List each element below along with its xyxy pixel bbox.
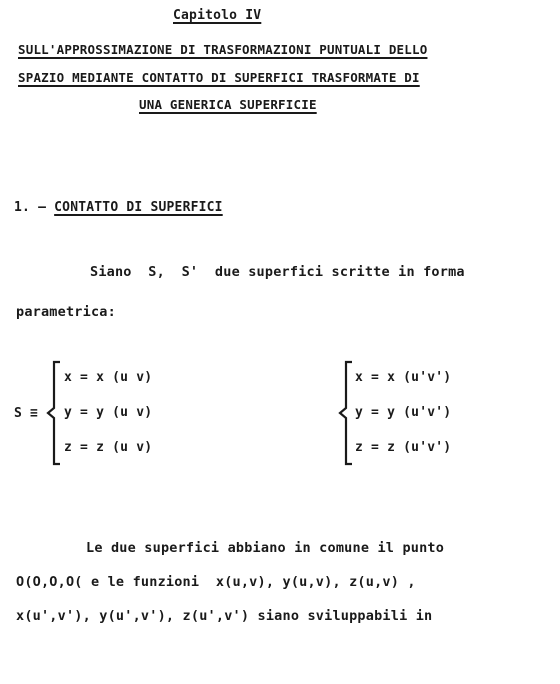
chapter-title-line-3: UNA GENERICA SUPERFICIE [139, 97, 317, 112]
chapter-title-line-2: SPAZIO MEDIANTE CONTATTO DI SUPERFICI TRASFORMATE DI [18, 70, 420, 85]
section-title: CONTATTO DI SUPERFICI [54, 200, 223, 215]
left-equation-y: y = y (u v) [64, 405, 153, 420]
section-heading [14, 200, 223, 215]
section-number: 1. – [14, 200, 55, 215]
left-equation-x: x = x (u v) [64, 370, 153, 385]
paragraph-1-line-1: Siano S, S' due superfici scritte in forma [90, 264, 465, 280]
right-equation-z: z = z (u'v') [355, 440, 452, 455]
paragraph-1-line-2: parametrica: [16, 304, 116, 320]
right-equation-x: x = x (u'v') [355, 370, 452, 385]
chapter-title-line-1: SULL'APPROSSIMAZIONE DI TRASFORMAZIONI PUNTUALI DELLO [18, 42, 428, 57]
left-system-label: S ≡ [14, 406, 39, 421]
paragraph-2-line-3: x(u',v'), y(u',v'), z(u',v') siano sviluppabili in [16, 608, 433, 624]
chapter-heading: Capitolo IV [173, 8, 262, 23]
paragraph-2-line-1: Le due superfici abbiano in comune il punto [86, 540, 445, 556]
paragraph-2-line-2: O(O,O,O( e le funzioni x(u,v), y(u,v), z(u,v) , [16, 574, 416, 590]
left-equation-z: z = z (u v) [64, 440, 153, 455]
right-system-brace [336, 360, 356, 466]
right-equation-y: y = y (u'v') [355, 405, 452, 420]
left-system-brace [44, 360, 64, 466]
